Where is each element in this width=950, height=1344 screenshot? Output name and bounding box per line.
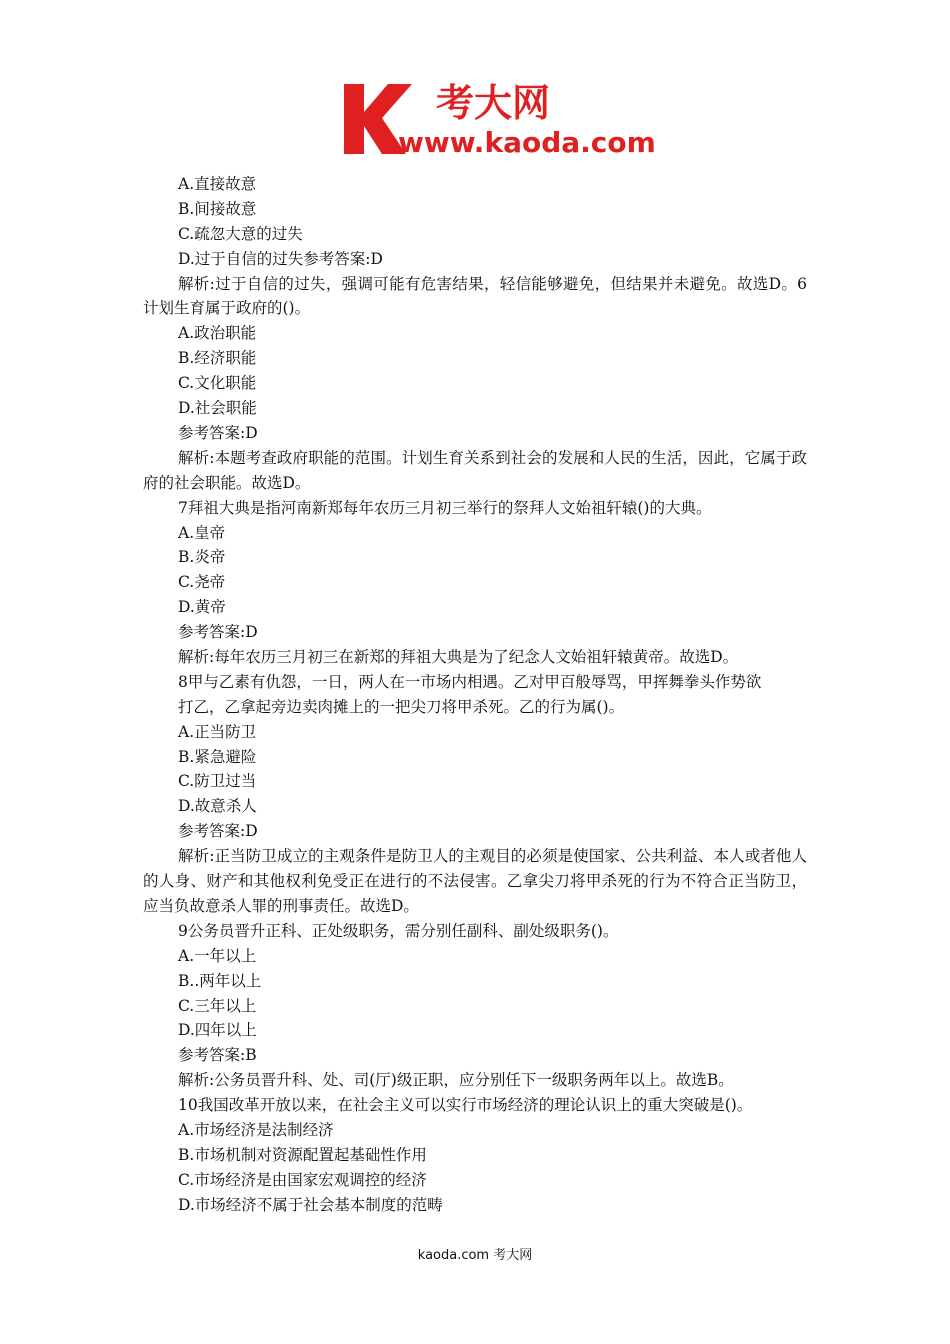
- option-c: C.文化职能: [178, 374, 257, 393]
- option-d: D.社会职能: [178, 399, 257, 418]
- page-footer: kaoda.com 考大网: [417, 1248, 533, 1263]
- option-c: C.尧帝: [178, 573, 226, 592]
- option-d: D.黄帝: [178, 598, 226, 617]
- question-9: 9公务员晋升正科、正处级职务，需分别任副科、副处级职务()。: [178, 921, 619, 940]
- option-d: D.故意杀人: [178, 797, 257, 816]
- analysis-paragraph: 解析:本题考查政府职能的范围。计划生育关系到社会的发展和人民的生活，因此，它属于政府的社会职能。故选D。: [143, 448, 807, 492]
- option-b: B..两年以上: [178, 971, 262, 990]
- logo-title: 考大网: [436, 81, 551, 125]
- question-10: 10我国改革开放以来，在社会主义可以实行市场经济的理论认识上的重大突破是()。: [178, 1096, 753, 1115]
- question-8: 8甲与乙素有仇怨，一日，两人在一市场内相遇。乙对甲百般辱骂，甲挥舞拳头作势欲: [178, 672, 762, 691]
- answer-line: 参考答案:D: [178, 423, 258, 442]
- option-a: A.一年以上: [178, 946, 257, 965]
- option-b: B.经济职能: [178, 349, 257, 368]
- document-body: [143, 172, 807, 1218]
- answer-line: 参考答案:B: [178, 1046, 257, 1065]
- option-a: A.皇帝: [178, 523, 226, 542]
- question-7: 7拜祖大典是指河南新郑每年农历三月初三举行的祭拜人文始祖轩辕()的大典。: [178, 498, 712, 517]
- option-c: C.市场经济是由国家宏观调控的经济: [178, 1170, 427, 1189]
- analysis-line: 解析:每年农历三月初三在新郑的拜祖大典是为了纪念人文始祖轩辕黄帝。故选D。: [178, 647, 739, 666]
- option-b: B.炎帝: [178, 548, 226, 567]
- question-8-cont: 打乙，乙拿起旁边卖肉摊上的一把尖刀将甲杀死。乙的行为属()。: [178, 697, 625, 716]
- option-d: D.市场经济不属于社会基本制度的范畴: [178, 1195, 443, 1214]
- option-a: A.直接故意: [178, 175, 257, 193]
- kaoda-logo-graphic: [340, 78, 660, 160]
- answer-line: 参考答案:D: [178, 822, 258, 841]
- option-b: B.市场机制对资源配置起基础性作用: [178, 1145, 427, 1164]
- analysis-line: 解析:公务员晋升科、处、司(厅)级正职，应分别任下一级职务两年以上。故选B。: [178, 1071, 734, 1090]
- answer-line: 参考答案:D: [178, 623, 258, 642]
- option-a: A.正当防卫: [178, 722, 257, 741]
- option-c: C.防卫过当: [178, 772, 257, 791]
- option-b: B.间接故意: [178, 199, 257, 218]
- option-d: D.四年以上: [178, 1021, 257, 1040]
- option-a: A.政治职能: [178, 324, 257, 343]
- option-b: B.紧急避险: [178, 747, 257, 766]
- logo-url: www.kaoda.com: [398, 126, 656, 159]
- site-logo: [340, 78, 660, 160]
- option-c: C.三年以上: [178, 996, 257, 1015]
- option-c: C.疏忽大意的过失: [178, 224, 303, 243]
- option-a: A.市场经济是法制经济: [178, 1120, 334, 1139]
- analysis-paragraph: 解析:过于自信的过失，强调可能有危害结果，轻信能够避免，但结果并未避免。故选D。6计划生育属于政府的()。: [143, 274, 807, 318]
- option-d-answer: D.过于自信的过失参考答案:D: [178, 249, 383, 268]
- analysis-paragraph: 解析:正当防卫成立的主观条件是防卫人的主观目的必须是使国家、公共利益、本人或者他人的人身、财产和其他权利免受正在进行的不法侵害。乙拿尖刀将甲杀死的行为不符合正当防卫，应当负故意杀人罪的刑事责任。故选D。: [143, 847, 807, 915]
